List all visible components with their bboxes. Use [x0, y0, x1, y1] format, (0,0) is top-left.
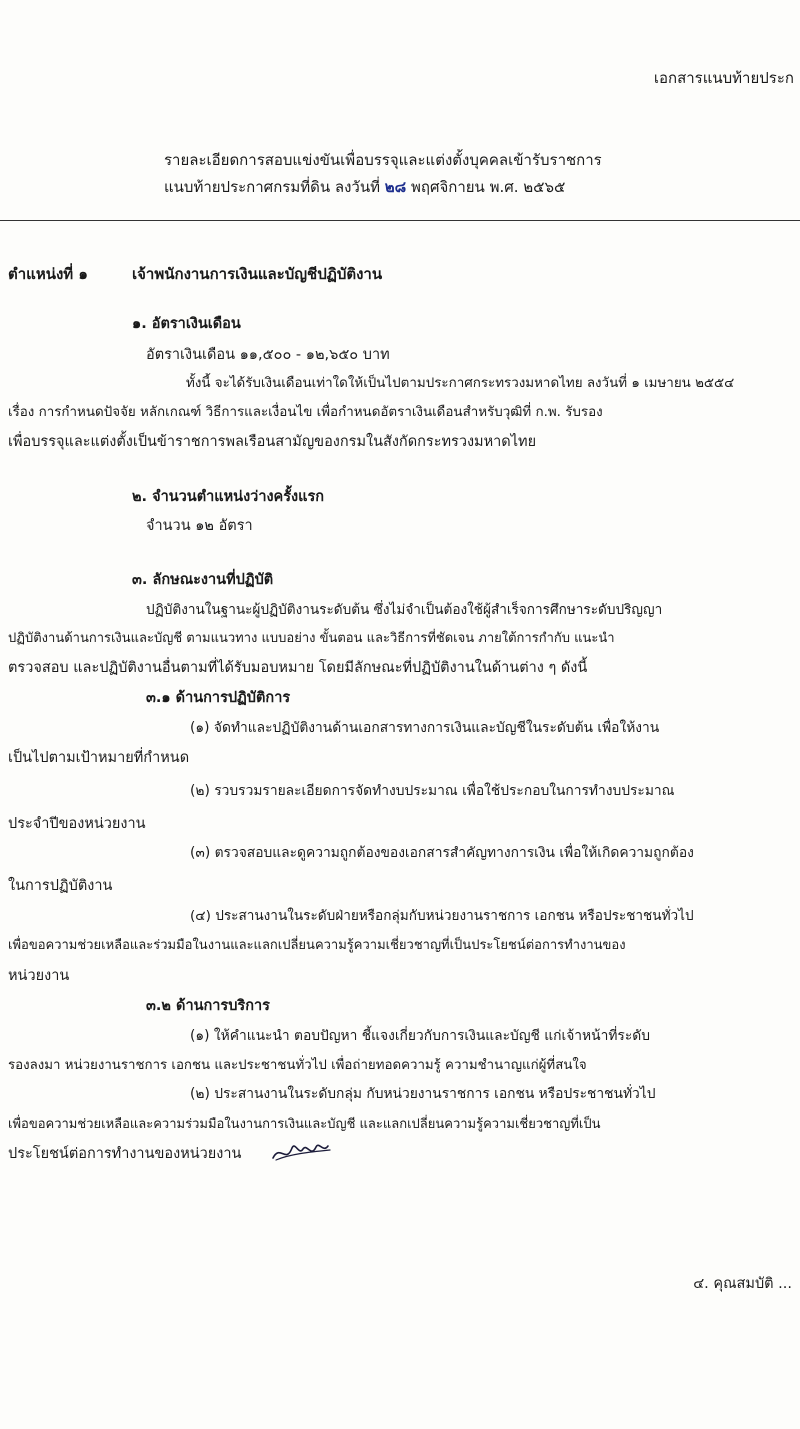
subtitle-day: ๒๘ — [384, 178, 407, 196]
section1-line3: เรื่อง การกำหนดปัจจัย หลักเกณฑ์ วิธีการและเงื่อนไข เพื่อกำหนดอัตราเงินเดือนสำหรับวุฒิที่ ก.พ. รับรอง — [8, 405, 603, 420]
s32-item2-line2: เพื่อขอความช่วยเหลือและความร่วมมือในงานการเงินและบัญชี และแลกเปลี่ยนความรู้ความเชี่ยวชาญที่เป็น — [8, 1117, 601, 1132]
s31-item3-line2: ในการปฏิบัติงาน — [8, 878, 113, 894]
s31-item4-line3: หน่วยงาน — [8, 968, 70, 984]
section3-line3: ตรวจสอบ และปฏิบัติงานอื่นตามที่ได้รับมอบหมาย โดยมีลักษณะที่ปฏิบัติงานในด้านต่าง ๆ ดังนี้ — [8, 660, 588, 676]
section1-line2: ทั้งนี้ จะได้รับเงินเดือนเท่าใดให้เป็นไปตามประกาศกระทรวงมหาดไทย ลงวันที่ ๑ เมษายน ๒๕๕๔ — [186, 376, 735, 391]
document-corner-label: เอกสารแนบท้ายประก — [653, 69, 794, 87]
s32-item2-line1: (๒) ประสานงานในระดับกลุ่ม กับหน่วยงานราชการ เอกชน หรือประชาชนทั่วไป — [190, 1086, 656, 1102]
s31-item2-line1: (๒) รวบรวมรายละเอียดการจัดทำงบประมาณ เพื่อใช้ประกอบในการทำงบประมาณ — [190, 783, 675, 799]
section2-line1: จำนวน ๑๒ อัตรา — [146, 518, 253, 534]
subtitle-suffix: พฤศจิกายน พ.ศ. ๒๕๖๕ — [406, 178, 566, 196]
subsection-3-2-heading: ๓.๒ ด้านการบริการ — [146, 998, 270, 1014]
position-name: เจ้าพนักงานการเงินและบัญชีปฏิบัติงาน — [132, 265, 383, 283]
s32-item2-line3: ประโยชน์ต่อการทำงานของหน่วยงาน — [8, 1146, 242, 1162]
section3-heading: ๓. ลักษณะงานที่ปฏิบัติ — [132, 572, 274, 588]
s31-item4-line2: เพื่อขอความช่วยเหลือและร่วมมือในงานและแลกเปลี่ยนความรู้ความเชี่ยวชาญที่เป็นประโยชน์ต่อการทำงานของ — [8, 938, 626, 953]
section3-line2: ปฏิบัติงานด้านการเงินและบัญชี ตามแนวทาง แบบอย่าง ขั้นตอน และวิธีการที่ชัดเจน ภายใต้การกำกับ แนะนำ — [8, 631, 615, 646]
s31-item1-line2: เป็นไปตามเป้าหมายที่กำหนด — [8, 750, 190, 766]
next-page-indicator: ๔. คุณสมบัติ ... — [693, 1276, 792, 1292]
section1-line4: เพื่อบรรจุและแต่งตั้งเป็นข้าราชการพลเรือนสามัญของกรมในสังกัดกระทรวงมหาดไทย — [8, 434, 537, 450]
horizontal-divider — [0, 220, 800, 221]
document-subtitle — [164, 175, 565, 199]
document-title: รายละเอียดการสอบแข่งขันเพื่อบรรจุและแต่งตั้งบุคคลเข้ารับราชการ — [164, 151, 602, 169]
position-label: ตำแหน่งที่ ๑ — [8, 265, 88, 283]
section1-line1: อัตราเงินเดือน ๑๑,๕๐๐ - ๑๒,๖๕๐ บาท — [146, 347, 390, 363]
subsection-3-1-heading: ๓.๑ ด้านการปฏิบัติการ — [146, 690, 291, 706]
s31-item1-line1: (๑) จัดทำและปฏิบัติงานด้านเอกสารทางการเงินและบัญชีในระดับต้น เพื่อให้งาน — [190, 720, 660, 736]
s32-item1-line2: รองลงมา หน่วยงานราชการ เอกชน และประชาชนทั่วไป เพื่อถ่ายทอดความรู้ ความชำนาญแก่ผู้ที่สนใจ — [8, 1058, 587, 1073]
subtitle-prefix: แนบท้ายประกาศกรมที่ดิน ลงวันที่ — [164, 178, 385, 196]
section3-line1: ปฏิบัติงานในฐานะผู้ปฏิบัติงานระดับต้น ซึ่งไม่จำเป็นต้องใช้ผู้สำเร็จการศึกษาระดับปริญญา — [146, 602, 663, 618]
handwritten-signature — [270, 1134, 334, 1164]
s31-item3-line1: (๓) ตรวจสอบและดูความถูกต้องของเอกสารสำคัญทางการเงิน เพื่อให้เกิดความถูกต้อง — [190, 845, 694, 861]
section2-heading: ๒. จำนวนตำแหน่งว่างครั้งแรก — [132, 489, 325, 505]
s32-item1-line1: (๑) ให้คำแนะนำ ตอบปัญหา ชี้แจงเกี่ยวกับการเงินและบัญชี แก่เจ้าหน้าที่ระดับ — [190, 1028, 650, 1044]
section1-heading: ๑. อัตราเงินเดือน — [132, 316, 241, 332]
s31-item4-line1: (๔) ประสานงานในระดับฝ่ายหรือกลุ่มกับหน่วยงานราชการ เอกชน หรือประชาชนทั่วไป — [190, 908, 694, 924]
s31-item2-line2: ประจำปีของหน่วยงาน — [8, 816, 146, 832]
